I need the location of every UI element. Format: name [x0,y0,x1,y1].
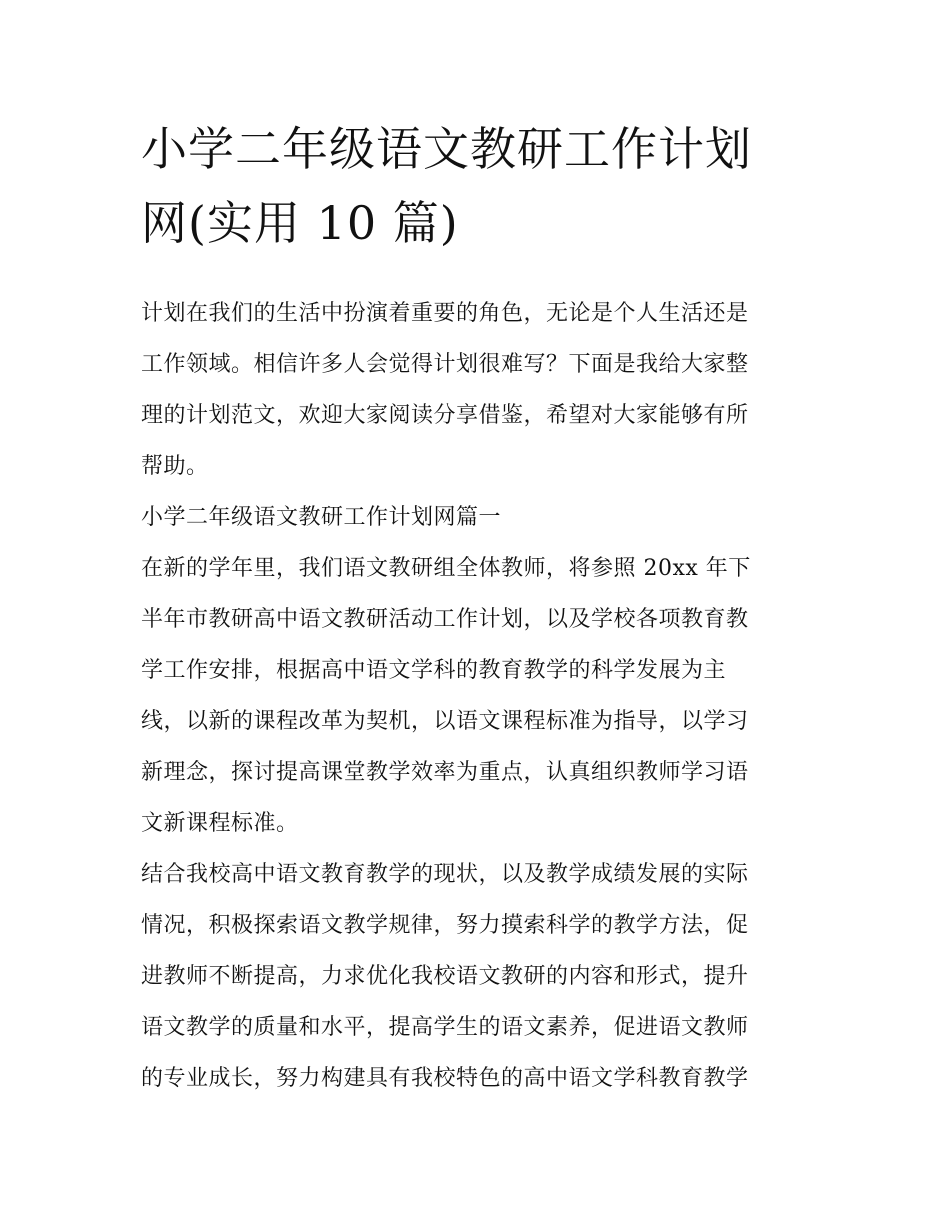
document-content [141,112,811,1104]
intro-paragraph [141,288,811,492]
section-heading-text: 小学二年级语文教研工作计划网篇一 [141,505,502,530]
section-heading [141,492,811,543]
text-line: 新理念，探讨提高课堂教学效率为重点，认真组织教师学习语 [141,760,749,785]
text-line: 线，以新的课程改革为契机，以语文课程标准为指导，以学习 [141,709,749,734]
title-line-1: 小学二年级语文教研工作计划 [141,122,752,176]
text-line: 的专业成长，努力构建具有我校特色的高中语文学科教育教学 [141,1066,749,1091]
document-body [141,288,811,1104]
text-line: 结合我校高中语文教育教学的现状，以及教学成绩发展的实际 [141,862,749,887]
body-paragraph-2 [141,849,811,1104]
document-title [141,112,811,260]
text-line: 情况，积极探索语文教学规律，努力摸索科学的教学方法，促 [141,913,749,938]
body-paragraph-1 [141,543,811,849]
text-line: 语文教学的质量和水平，提高学生的语文素养，促进语文教师 [141,1015,749,1040]
text-line: 进教师不断提高，力求优化我校语文教研的内容和形式，提升 [141,964,749,989]
text-line: 文新课程标准。 [141,811,299,836]
text-line: 计划在我们的生活中扮演着重要的角色，无论是个人生活还是 [141,301,749,326]
text-line: 半年市教研高中语文教研活动工作计划，以及学校各项教育教 [141,607,749,632]
text-line: 学工作安排，根据高中语文学科的教育教学的科学发展为主 [141,658,727,683]
text-line: 帮助。 [141,454,209,479]
text-line: 在新的学年里，我们语文教研组全体教师，将参照 20xx 年下 [141,556,751,581]
text-line: 工作领域。相信许多人会觉得计划很难写？下面是我给大家整 [141,352,749,377]
text-line: 理的计划范文，欢迎大家阅读分享借鉴，希望对大家能够有所 [141,403,749,428]
title-line-2: 网(实用 10 篇) [141,196,459,250]
